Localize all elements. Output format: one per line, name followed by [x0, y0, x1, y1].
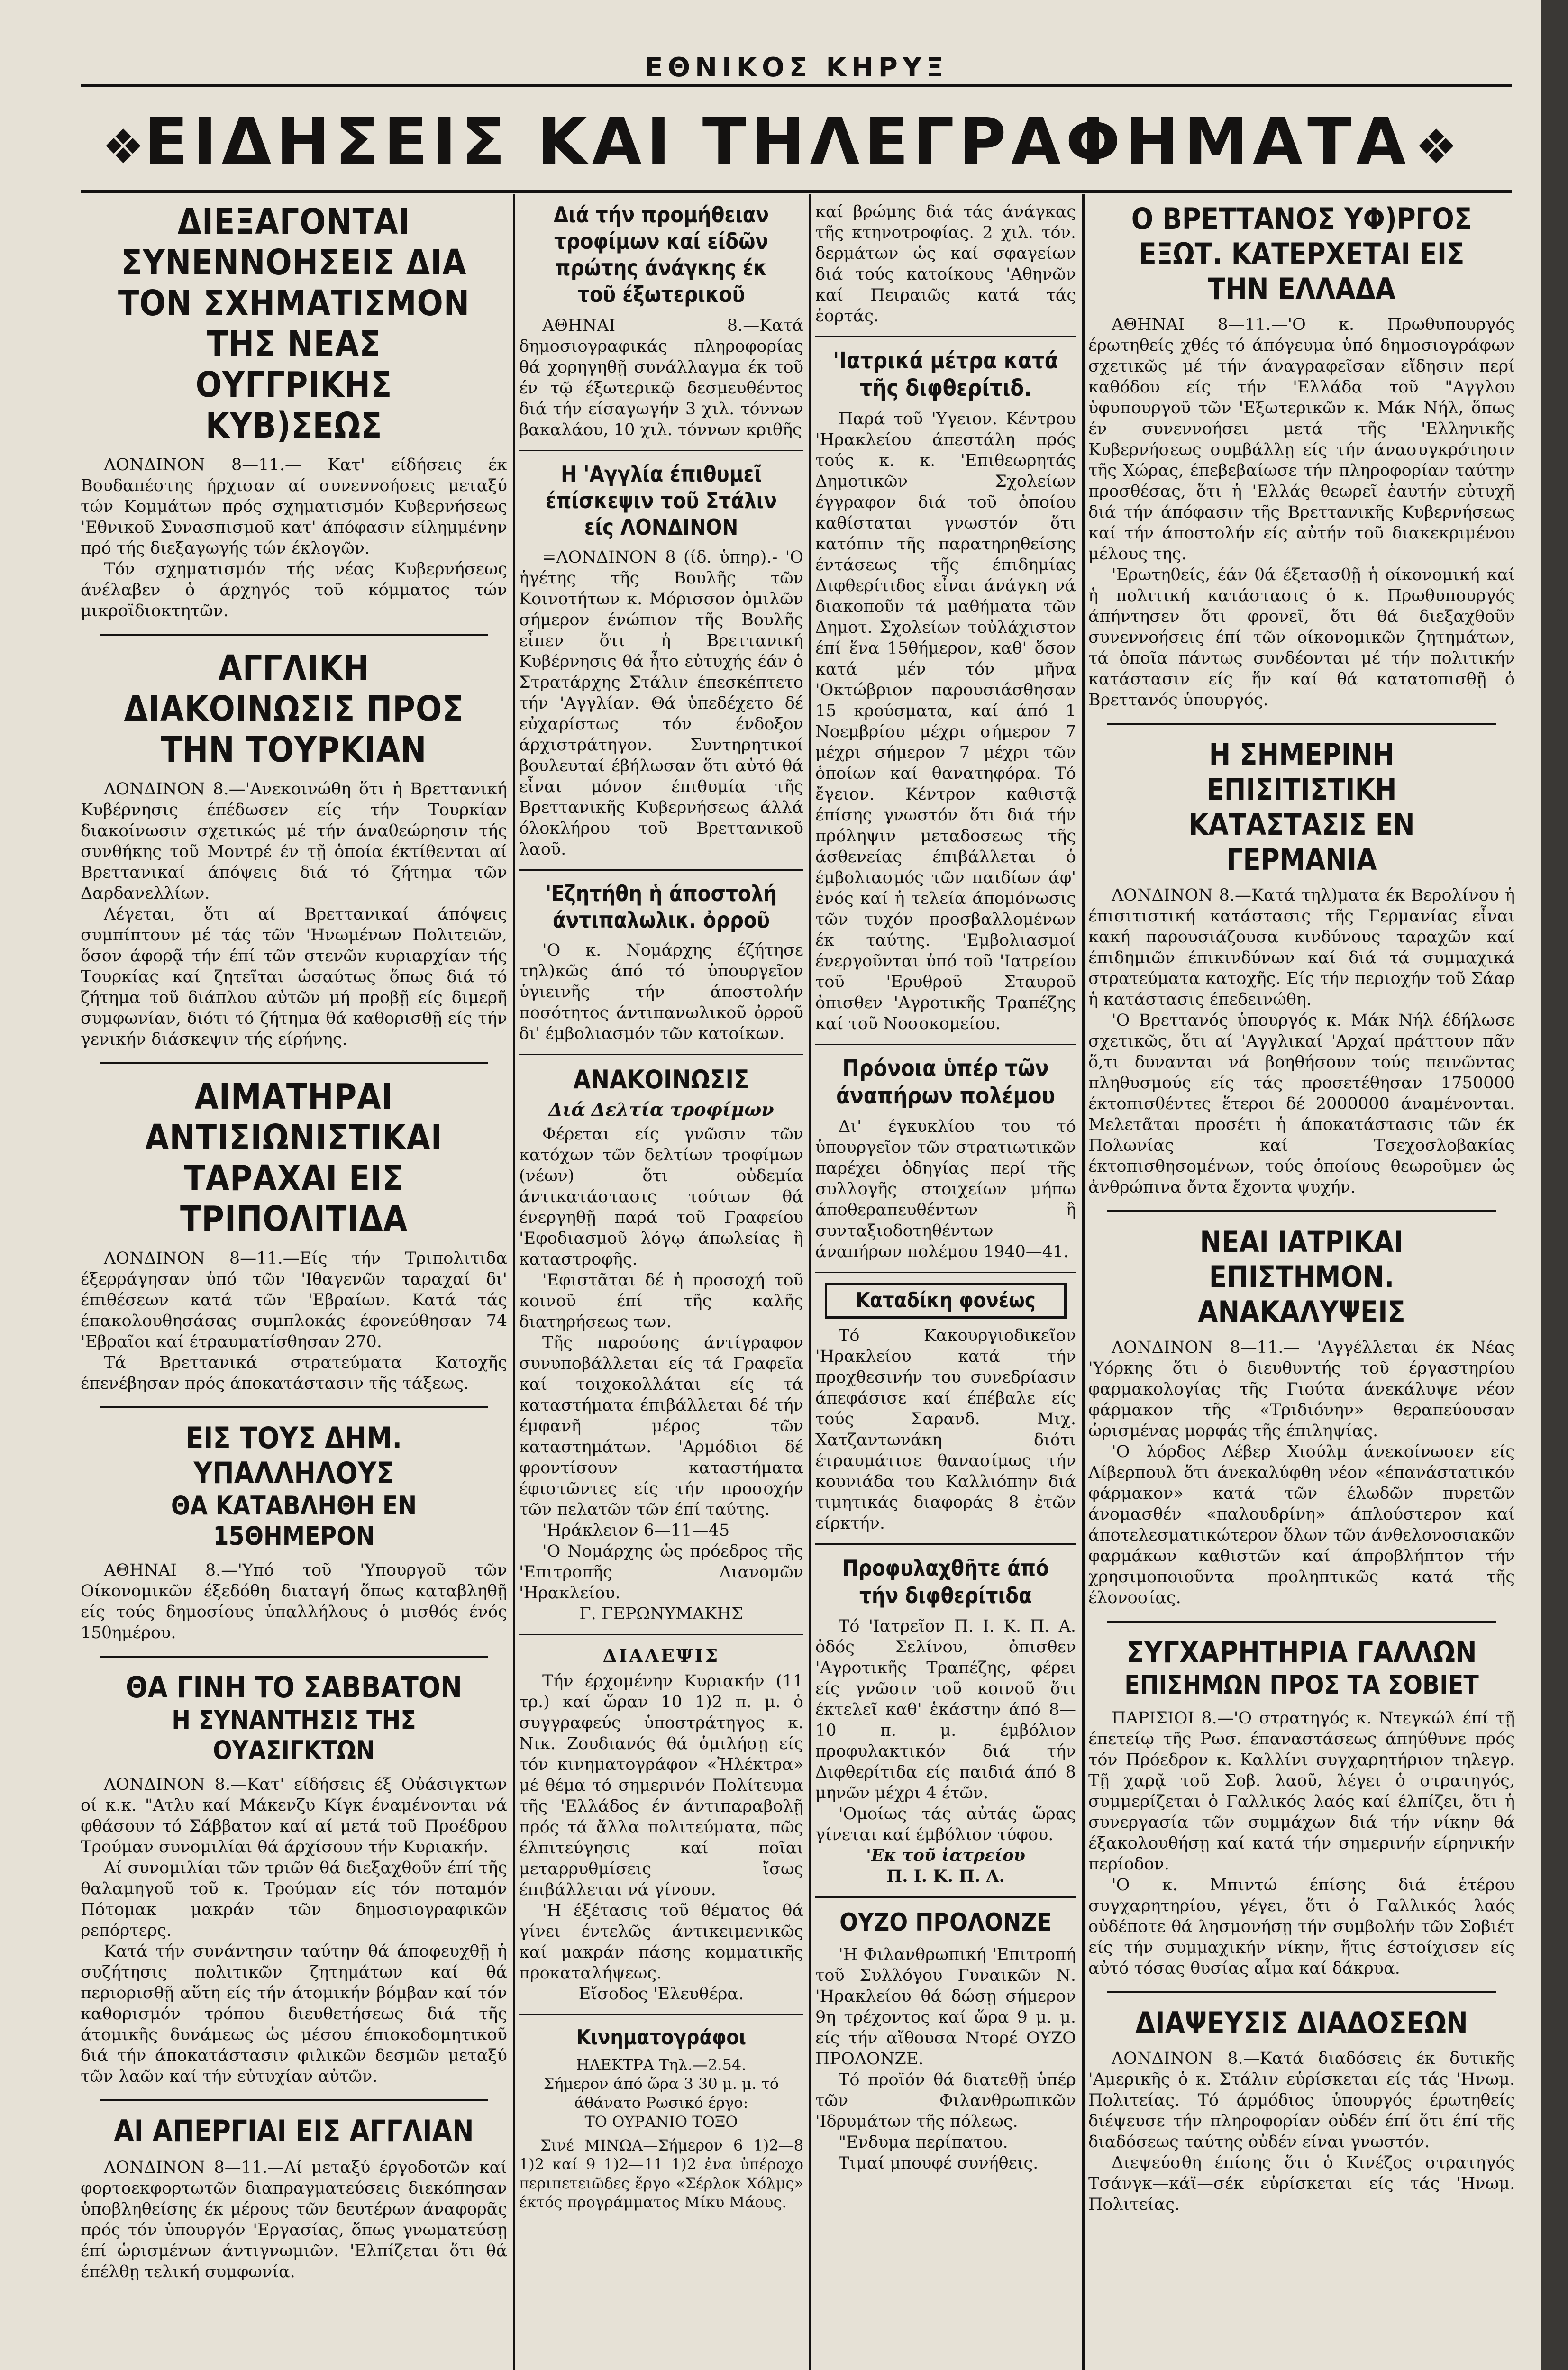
article-text: Λέγεται, ὅτι αί Βρεττανικαί άπόψεις συμπίπτουν μέ τάς τῶν 'Ηνωμένων Πολιτειῶν, ὅσον άφορᾷ τήν έπί τῶν στενῶν κυριαρχίαν τής Τουρκίας καί ζητεῖται ὡσαύτως ὅπως διά τό ζήτημα τοῦ διάπλου αὐτῶν μή προβῇ είς διμερῆ συμφωνίαν, διότι τό ζήτημα θά καθορισθῇ είς τήν γενικήν διάσκεψιν τής είρήνης.	[81, 905, 507, 1049]
article-text: ΛΟΝΔΙΝΟΝ 8—11.—Αί μεταξύ έργοδοτῶν καί φορτοεκφορτωτῶν διαπραγματεύσεις διεκόπησαν ὑποβληθείσης έκ μέρους τῶν δευτέρων άναφορᾶς πρός τόν ὑπουργόν 'Εργασίας, ὅπως γνωματεύσῃ έπί ὡρισμένων άντιγνωμιῶν. 'Ελπίζεται ὅτι θά έπέλθῃ τελική συμφωνία.	[81, 2158, 507, 2281]
article-text: 'Εφιστᾶται δέ ἡ προσοχή τοῦ κοινοῦ έπί τῆς καλῆς διατηρήσεως των.	[519, 1271, 803, 1331]
article-separator	[100, 634, 488, 636]
column-1	[81, 192, 507, 2370]
headline-tripolitania: ΑΙΜΑΤΗΡΑΙ ΑΝΤΙΣΙΩΝΙΣΤΙΚΑΙ ΤΑΡΑΧΑΙ ΕΙΣ ΤΡΙΠΟΛΙΤΙΔΑ	[145, 1076, 443, 1240]
article-separator	[815, 1543, 1076, 1545]
article-text: καί βρώμης διά τάς άνάγκας τῆς κτηνοτροφίας. 2 χιλ. τόν. δερμάτων ὡς καί σφαγείων διά τούς κατοίκους 'Αθηνῶν καί Πειραιῶς κατά τάς ἑορτάς.	[815, 202, 1076, 326]
article-text: Κατά τήν συνάντησιν ταύτην θά άποφευχθῇ ἡ συζήτησις πολιτικῶν ζητημάτων καί θά περιορισθῇ αὕτη είς τήν άτομικήν βόμβαν καί τόν καθορισμόν τρόπου διευθετήσεως διά τῆς άτομικῆς δυνάμεως ὡς μέσου έπιοκοδομητικοῦ διά τήν άποκατάστασιν φιλικῶν δεσμῶν μεταξύ τῶν λαῶν καί τήν εὐτυχίαν αὐτῶν.	[81, 1942, 507, 2086]
subheadline-washington: Η ΣΥΝΑΝΤΗΣΙΣ ΤΗΣ ΟΥΑΣΙΓΚΤΩΝ	[172, 1705, 416, 1765]
article-separator	[519, 1054, 803, 1055]
headline-medical-discoveries: ΝΕΑΙ ΙΑΤΡΙΚΑΙ ΕΠΙΣΤΗΜΟΝ. ΑΝΑΚΑΛΥΨΕΙΣ	[1198, 1224, 1405, 1329]
article-text: Εἴσοδος 'Ελευθέρα.	[578, 1985, 744, 2004]
article-separator	[815, 336, 1076, 337]
article-text: ΑΘΗΝΑΙ 8—11.—'Ο κ. Πρωθυπουργός έρωτηθείς χθές τό άπόγευμα ὑπό δημοσιογράφων σχετικῶς μέ τήν άναγραφεῖσαν εἴδησιν περί καθόδου είς τήν 'Ελλάδα τοῦ "Αγγλου ὑφυπουργοῦ τῶν 'Εξωτερικῶν κ. Μάκ Νήλ, ὅπως έν συνεννοήσει μετά τῆς 'Ελληνικῆς Κυβερνήσεως συμβάλλῃ είς τήν άνασυγκρότησιν τῆς Χώρας, έπεβεβαίωσε τήν πληροφορίαν ταύτην προσθέσας, ὅτι ἡ 'Ελλάς θεωρεῖ ἑαυτήν εὐτυχῆ διά τήν άπόφασιν τῆς Βρεττανικῆς Κυβερνήσεως καί τήν άποστολήν είς αὐτήν τοῦ διακεκριμένου μέλους της.	[1088, 315, 1515, 564]
headline-serum: 'Εζητήθη ἡ άποστολή άντιπαλωλικ. ὀρροῦ	[545, 881, 777, 933]
article-separator	[100, 1406, 488, 1408]
article-text: ΛΟΝΔΙΝΟΝ 8—11.— 'Αγγέλλεται έκ Νέας 'Υόρκης ὅτι ὁ διευθυντής τοῦ έργαστηρίου φαρμακολογίας τῆς Γιούτα άνεκάλυψε νέον φάρμακον τῆς «Τριδιόνην» θεραπεύουσαν ὡρισμένας μορφάς τῆς έπιληψίας.	[1088, 1338, 1515, 1440]
article-text: 'Ερωτηθείς, έάν θά έξετασθῇ ἡ οίκονομική καί ἡ πολιτική κατάστασις ὁ κ. Πρωθυπουργός άπήντησεν ὅτι φρονεῖ, ὅτι θά διεξαχθοῦν συνεννοήσεις έπί τῶν οίκονομικῶν ζητημάτων, τά ὁποῖα πάντως συνδέονται μέ τήν πολιτικήν κατάστασιν είς ἥν καί θά κατατοπισθῇ ὁ Βρεττανός ὑπουργός.	[1088, 565, 1515, 710]
article-text: 'Η έξέτασις τοῦ θέματος θά γίνει έντελῶς άντικειμενικῶς καί μακράν πάσης κομματικῆς προκαταλήψεως.	[519, 1901, 803, 1983]
article-text: ΑΘΗΝΑΙ 8.—Κατά δημοσιογραφικάς πληροφορίας θά χορηγηθῇ συνάλλαγμα έκ τοῦ έν τῷ έξωτερικῷ δεσμευθέντος διά τήν είσαγωγήν 3 χιλ. τόννων βακαλάου, 10 χιλ. τόννων κριθῆς	[519, 316, 803, 439]
article-text: Διεψεύσθη έπίσης ὅτι ὁ Κινέζος στρατηγός Τσάνγκ—κάϊ—σέκ εὑρίσκεται είς τάς 'Ηνωμ. Πολιτείας.	[1088, 2153, 1515, 2214]
article-separator	[1107, 1210, 1496, 1212]
article-text: Φέρεται είς γνῶσιν τῶν κατόχων τῶν δελτίων τροφίμων (νέων) ὅτι οὐδεμία άντικατάστασις τούτων θά ένεργηθῇ παρά τοῦ Γραφείου 'Εφοδιασμοῦ λόγῳ άπωλείας ἢ καταστροφῆς.	[519, 1125, 803, 1269]
column-3	[815, 192, 1076, 2370]
article-separator	[1107, 1991, 1496, 1993]
article-separator	[519, 2014, 803, 2015]
article-text: 'Ηράκλειον 6—11—45	[542, 1521, 730, 1540]
article-text: Τιμαί μπουφέ συνήθεις.	[839, 2154, 1039, 2173]
headline-ouzo: ΟΥΖΟ ΠΡΟΛΟΝΖΕ	[839, 1908, 1052, 1937]
article-text: 'Η Φιλανθρωπική 'Επιτροπή τοῦ Συλλόγου Γυναικῶν Ν. 'Ηρακλείου θά δώσῃ σήμερον 9η τρέχοντος καί ὥρα 9 μ. μ. είς τήν αἴθουσα Ντορέ ΟΥΖΟ ΠΡΟΛΟΝΖΕ.	[815, 1945, 1076, 2069]
article-text: Αί συνομιλίαι τῶν τριῶν θά διεξαχθοῦν έπί τῆς θαλαμηγοῦ τοῦ κ. Τρούμαν είς τόν ποταμόν Πότομακ μακράν τῶν δημοσιογραφικῶν ρεπόρτερς.	[81, 1859, 507, 1940]
article-text: Δι' έγκυκλίου του τό ὑπουργεῖον τῶν στρατιωτικῶν παρέχει ὁδηγίας περί τῆς συλλογῆς στοιχείων μήπω άποθεραπευθέντων ἢ συνταξιοδοτηθέντων άναπήρων πολέμου 1940—41.	[815, 1117, 1076, 1261]
headline-diphtheria-measures: 'Ιατρικά μέτρα κατά τῆς διφθερίτιδ.	[833, 347, 1058, 401]
article-text: Τήν έρχομένην Κυριακήν (11 τρ.) καί ὥραν 10 1)2 π. μ. ὁ συγγραφεύς ὑποστράτηγος κ. Νικ. Ζουδιανός θά ὁμιλήσῃ είς τόν κινηματογράφον «Ἠλέκτρα» μέ θέμα τό σημερινόν Πολίτευμα τῆς 'Ελλάδος έν άντιπαραβολῇ πρός τά ἄλλα πολιτεύματα, πῶς έλπιτεύγησις καί ποῖαι μεταρρυθμίσεις ἴσως έπιβάλλεται νά γίνουν.	[519, 1672, 803, 1899]
article-text: ΑΘΗΝΑΙ 8.—'Υπό τοῦ 'Υπουργοῦ τῶν Οίκονομικῶν έξεδόθη διαταγή ὅπως καταβληθῇ είς τούς δημοσίους ὑπαλλήλους ὁ μισθός ένός 15θημέρου.	[81, 1561, 507, 1642]
section-banner: ΕΙΔΗΣΕΙΣ ΚΑΙ ΤΗΛΕΓΡΑΦΗΜΑΤΑ	[144, 105, 1411, 180]
column-2	[519, 192, 803, 2370]
article-separator	[815, 1896, 1076, 1898]
headline-stalin-visit: Η 'Αγγλία έπιθυμεῖ έπίσκεψιν τοῦ Στάλιν είς ΛΟΝΔΙΝΟΝ	[545, 461, 777, 540]
article-text: 'Ο λόρδος Λέβερ Χιούλμ άνεκοίνωσεν είς Λίβερπουλ ὅτι άνεκαλύφθη νέον «έπανάστατικόν φάρμακον» κατά τῶν έλωδῶν πυρετῶν άνομασθέν «παλουδρίνη» άπλούστερον καί άποτελεσματικώτερον ὅλων τῶν άνθελονοσιακῶν φαρμάκων καθιστῶν καί άπροβλήπτον τήν χρησιμοποιοῦντα προληπτικῶς κατά τῆς έλονοσίας.	[1088, 1442, 1515, 1607]
article-separator	[100, 1062, 488, 1064]
headline-diphtheria-prevent: Προφυλαχθῆτε άπό τήν διφθερίτιδα	[842, 1555, 1049, 1608]
masthead-rule	[81, 84, 1512, 87]
article-text: 'Ο Νομάρχης ὡς πρόεδρος τῆς 'Επιτροπῆς Διανομῶν 'Ηρακλείου.	[519, 1542, 803, 1603]
headline-hungary: ΔΙΕΞΑΓΟΝΤΑΙ ΣΥΝΕΝΝΟΗΣΕΙΣ ΔΙΑ ΤΟΝ ΣΧΗΜΑΤΙΣΜΟΝ ΤΗΣ ΝΕΑΣ ΟΥΓΓΡΙΚΗΣ ΚΥΒ)ΣΕΩΣ	[118, 201, 470, 446]
headline-french-congratulations: ΣΥΓΧΑΡΗΤΗΡΙΑ ΓΑΛΛΩΝ	[1126, 1635, 1477, 1669]
headline-germany-food: Η ΣΗΜΕΡΙΝΗ ΕΠΙΣΙΤΙΣΤΙΚΗ ΚΑΤΑΣΤΑΣΙΣ ΕΝ ΓΕΡΜΑΝΙΑ	[1188, 737, 1415, 877]
article-text: ΛΟΝΔΙΝΟΝ 8.—'Ανεκοινώθη ὅτι ἡ Βρεττανική Κυβέρνησις έπέδωσεν είς τήν Τουρκίαν διακοίνωσιν σχετικώς μέ τήν άναθεώρησιν τής συνθήκης τοῦ Μοντρέ έν τῇ ὁποία έκτίθενται αί Βρεττανικαί άπόψεις διά τό ζήτημα τῶν Δαρδανελλίων.	[81, 780, 507, 903]
article-text: ΛΟΝΔΙΝΟΝ 8.—Κατ' είδήσεις έξ Οὐάσιγκτων οί κ.κ. "Ατλυ καί Μάκενζυ Κίγκ έναμένονται νά φθάσουν τό Σάββατον καί αί μετά τοῦ Προέδρου Τρούμαν συνομιλίαι θά άρχίσουν τήν Κυριακήν.	[81, 1775, 507, 1857]
article-text: Σήμερον άπό ὥρα 3 30 μ. μ. τό άθάνατο Ρωσικό έργο:	[543, 2075, 779, 2112]
headline-murderer: Καταδίκη φονέως	[856, 1288, 1036, 1313]
headline-turkey: ΑΓΓΛΙΚΗ ΔΙΑΚΟΙΝΩΣΙΣ ΠΡΟΣ ΤΗΝ ΤΟΥΡΚΙΑΝ	[124, 648, 464, 770]
subheadline-civil-servants: ΘΑ ΚΑΤΑΒΛΗΘΗ ΕΝ 15ΘΗΜΕΡΟΝ	[171, 1491, 417, 1551]
article-separator	[100, 2099, 488, 2101]
headline-strikes: ΑΙ ΑΠΕΡΓΙΑΙ ΕΙΣ ΑΓΓΛΙΑΝ	[114, 2114, 474, 2148]
article-text: 'Ο κ. Μπιντώ έπίσης διά ἑτέρου συγχαρητηρίου, γέγει, ὅτι ὁ Γαλλικός λαός οὐδέποτε θά λησμονήσῃ τήν συμβολήν τῶν Σοβιέτ είς τήν συμμαχικήν νίκην, ἥτις έστοίχισεν είς αὐτό τόσας θυσίας αἷμα καί δάκρυα.	[1088, 1876, 1515, 1978]
column-divider	[1082, 194, 1085, 2370]
article-text: Τό Κακουργιοδικεῖον 'Ηρακλείου κατά τήν προχθεσινήν του συνεδρίασιν άπεφάσισε καί έπέβαλε είς τούς Σαρανδ. Μιχ. Χατζαντωνάκη διότι έτραυμάτισε θανασίμως τήν κουνιάδα του Καλλιόπην διά τιμητικάς διαφοράς 8 ἐτῶν είρκτήν.	[815, 1326, 1076, 1533]
article-text: ΛΟΝΔΙΝΟΝ 8.—Κατά διαδόσεις έκ δυτικῆς 'Αμερικῆς ὁ κ. Στάλιν εὑρίσκεται είς τάς 'Ηνωμ. Πολιτείας. Τό άρμόδιος ὑπουργός έρωτηθείς διέψευσε τήν πληροφορίαν οὐδέν έπί ὅτι έπί τῆς διαδόσεως ταύτης οὐδέν είναι γνωστόν.	[1088, 2049, 1515, 2151]
headline-british-deputy-minister: Ο ΒΡΕΤΤΑΝΟΣ ΥΦ)ΡΓΟΣ ΕΞΩΤ. ΚΑΤΕΡΧΕΤΑΙ ΕΙΣ ΤΗΝ ΕΛΛΑΔΑ	[1131, 201, 1472, 306]
article-separator	[519, 869, 803, 871]
article-separator	[815, 1272, 1076, 1273]
article-text: Τό 'Ιατρεῖον Π. Ι. Κ. Π. Α. ὁδός Σελίνου, ὀπισθεν 'Αγροτικῆς Τραπέζης, φέρει είς γνῶσιν τοῦ κοινοῦ ὅτι έκτελεῖ καθ' ἑκάστην άπό 8—10 π. μ. έμβόλιον προφυλακτικόν διά τήν Διφθερίτιδα είς παιδιά άπό 8 μηνῶν μέχρι 4 έτῶν.	[815, 1617, 1076, 1803]
article-text: Παρά τοῦ 'Υγειον. Κέντρου 'Ηρακλείου άπεστάλη πρός τούς κ. κ. 'Επιθεωρητάς Δημοτικῶν Σχολείων έγγραφον διά τοῦ ὁποίου καθίσταται γνωστόν ὅτι κατόπιν τῆς παρατηρηθείσης έντάσεως τῆς έπιδημίας Διφθερίτιδος εἶναι άνάγκη νά διακοποῦν τά μαθήματα τῶν Δημοτ. Σχολείων τοὐλάχιστον έπί ἕνα 15θήμερον, καθ' ὅσον κατά μέν τόν μῆνα 'Οκτώβριον παρουσιάσθησαν 15 κρούσματα, καί άπό 1 Νοεμβρίου μέχρι σήμερον 7 μέχρι σήμερον 7 μέχρι τῶν ὁποίων καί θανατηφόρα. Τό ἔγειον. Κέντρον καθιστᾷ έπίσης γνωστόν ὅτι διά τήν πρόληψιν μεταδοσεως τῆς άσθενείας έπιβάλλεται ὁ έμβολιασμός τῶν παιδίων άφ' ἑνός καί ἡ τελεία άπομόνωσις τῶν τυχόν προσβαλλομένων έκ ταύτης. 'Εμβολιασμοί ένεργοῦνται ὑπό τοῦ 'Ιατρείου τοῦ 'Ερυθροῦ Σταυροῦ ὀπισθεν 'Αγροτικῆς Τραπέζης καί τοῦ Νοσοκομείου.	[815, 410, 1076, 1033]
headline-cinemas: Κινηματογράφοι	[576, 2025, 747, 2050]
ornament-right-icon: ❖	[1415, 119, 1458, 174]
article-text: "Ενδυμα περίπατου.	[839, 2133, 1008, 2152]
headline-food-supply: Διά τήν προμήθειαν τροφίμων καί είδῶν πρώτης άνάγκης έκ τοῦ έξωτερικοῦ	[553, 202, 769, 307]
article-separator	[815, 1044, 1076, 1045]
article-text: 'Ο κ. Νομάρχης έζήτησε τηλ)κῶς άπό τό ὑπουργεῖον ὑγιεινῆς τήν άποστολήν ποσότητος άντιπανωλικοῦ ὀρροῦ δι' έμβολιασμόν τῶν κατοίκων.	[519, 941, 803, 1043]
article-text: Τῆς παρούσης άντίγραφον συνυποβάλλεται είς τά Γραφεῖα καί τοιχοκολλάται είς τά καταστήματα έπιβάλλεται δέ τήν έμφανῆ μέρος τῶν καταστημάτων. 'Αρμόδιοι δέ φροντίσουν καταστήματα έφιστῶντες είς τήν προσοχήν τῶν πελατῶν τῶν έπί ταύτης.	[519, 1333, 803, 1519]
subheadline-ration-cards: Διά Δελτία τροφίμων	[548, 1099, 774, 1120]
article-separator	[519, 450, 803, 451]
headline-washington: ΘΑ ΓΙΝΗ ΤΟ ΣΑΒΒΑΤΟΝ	[126, 1670, 462, 1705]
headline-civil-servants: ΕΙΣ ΤΟΥΣ ΔΗΜ. ΥΠΑΛΛΗΛΟΥΣ	[185, 1421, 402, 1490]
subheadline-french-congratulations: ΕΠΙΣΗΜΩΝ ΠΡΟΣ ΤΑ ΣΟΒΙΕΤ	[1124, 1670, 1479, 1700]
article-separator	[1107, 723, 1496, 725]
article-text: =ΛΟΝΔΙΝΟΝ 8 (ίδ. ὑπηρ).- 'Ο ἡγέτης τῆς Βουλῆς τῶν Κοινοτήτων κ. Μόρισσον ὁμιλῶν σήμερον ένώπιον τῆς Βουλῆς εἶπεν ὅτι ἡ Βρεττανική Κυβέρνησις θά ἦτο εὐτυχής έάν ὁ Στρατάρχης Στάλιν έπεσκέπτετο τήν 'Αγγλίαν. Θά ὑπεδέχετο δέ εὐχαρίστως τόν ένδοξον άρχιστράτηγον. Συντηρητικοί βουλευταί έβήλωσαν ὅτι αὐτό θά εἶναι μόνον έπιθυμία τῆς Βρεττανικῆς Κυβερνήσεως άλλά όλοκλήρου τοῦ Βρεττανικοῦ λαοῦ.	[519, 548, 803, 859]
article-text: ΛΟΝΔΙΝΟΝ 8—11.—Είς τήν Τριπολιτιδα έξερράγησαν ὑπό τῶν 'Ιθαγενῶν ταραχαί δι' έπιθέσεων κατά τῶν 'Εβραίων. Κατά τάς έπακολουθησάσας συμπλοκάς έφονεύθησαν 74 'Εβραῖοι καί έτραυματίσθησαν 270.	[81, 1249, 507, 1351]
article-text: ΗΛΕΚΤΡΑ Τηλ.—2.54.	[576, 2056, 747, 2074]
headline-lecture: ΔΙΑΛΕΨΙΣ	[602, 1645, 720, 1666]
headline-denial: ΔΙΑΨΕΥΣΙΣ ΔΙΑΔΟΣΕΩΝ	[1135, 2005, 1468, 2040]
article-text: 'Εκ τοῦ ἰατρείου	[866, 1846, 1025, 1865]
article-text: Τό προϊόν θά διατεθῇ ὑπέρ τῶν Φιλανθρωπικῶν 'Ιδρυμάτων τῆς πόλεως.	[815, 2070, 1076, 2131]
article-text: 'Ομοίως τάς αὐτάς ὥρας γίνεται καί έμβόλιον τύφου.	[815, 1805, 1076, 1844]
article-text: ΠΑΡΙΣΙΟΙ 8.—'Ο στρατηγός κ. Ντεγκώλ έπί τῇ έπετείῳ τῆς Ρωσ. έπαναστάσεως άπηύθυνε πρός τόν Πρόεδρον κ. Καλλίνι συγχαρητήριον τηλεγρ. Τῇ χαρᾷ τοῦ Σοβ. λαοῦ, λέγει ὁ στρατηγός, συμμερίζεται ὁ Γαλλικός λαός καί έλπίζει, ὅτι ἡ συνεργασία τῶν συμμάχων διά τήν νίκην θά έξακολουθήσῃ καί κατά τήν σημερινήν είρηνικήν περίοδον.	[1088, 1709, 1515, 1874]
article-text: 'Ο Βρεττανός ὑπουργός κ. Μάκ Νήλ έδήλωσε σχετικῶς, ὅτι αί 'Αγγλικαί 'Αρχαί πράττουν πᾶν ὅ,τι δυνανται νά βοηθήσουν τούς πεινῶντας πληθυσμούς είς τάς προσετέθησαν 1750000 έκτοπισθέντες ἕτεροι δέ 2000000 άναμένονται. Μελετᾶται προσέτι ἡ άποκατάστασις τῶν έκ Πολωνίας καί Τσεχοσλοβακίας έκτοπισθησομένων, τούς ὁποίους θεωροῦμεν ὡς ἀνθρώπινα ὄντα ἔχοντα ψυχήν.	[1088, 1011, 1515, 1197]
headline-announcement: ΑΝΑΚΟΙΝΩΣΙΣ	[573, 1065, 749, 1094]
article-text: Τά Βρεττανικά στρατεύματα Κατοχῆς έπενέβησαν πρός άποκατάστασιν τῆς τάξεως.	[81, 1353, 507, 1393]
headline-box	[825, 1283, 1067, 1319]
ornament-left-icon: ❖	[102, 119, 145, 174]
article-text: Π. Ι. Κ. Π. Α.	[886, 1867, 1005, 1886]
article-text: Σινέ ΜΙΝΩΑ—Σήμερον 6 1)2—8 1)2 καί 9 1)2—11 1)2 ἐνα ὑπέροχο περιπετειῶδες ἔργο «Σέρλοκ Χόλμς» έκτός προγράμματος Μίκυ Μάους.	[519, 2136, 803, 2211]
signature: Γ. ΓΕΡΩΝΥΜΑΚΗΣ	[579, 1604, 743, 1623]
article-text: ΤΟ ΟΥΡΑΝΙΟ ΤΟΞΟ	[584, 2113, 738, 2131]
masthead: ΕΘΝΙΚΟΣ ΚΗΡΥΞ	[645, 52, 948, 83]
headline-war-disabled: Πρόνοια ὑπέρ τῶν άναπήρων πολέμου	[836, 1055, 1056, 1109]
article-text: ΛΟΝΔΙΝΟΝ 8—11.— Κατ' είδήσεις έκ Βουδαπέστης ήρχισαν αί συνεννοήσεις μεταξύ τών Κομμάτων πρός σχηματισμόν Κυβερνήσεως 'Εθνικοῦ Συνασπισμοῦ κατ' άπόφασιν είλημμένην πρό τής διεξαγωγής τών έκλογῶν.	[81, 456, 507, 558]
article-text: ΛΟΝΔΙΝΟΝ 8.—Κατά τηλ)ματα έκ Βερολίνου ἡ έπισιτιστική κατάστασις τῆς Γερμανίας εἶναι κακή παρουσιάζουσα κινδύνους ταραχῶν καί έπιδημιῶν έπικινδύνων καί διά τά συμμαχικά στρατεύματα κατοχῆς. Είς τήν περιοχήν τοῦ Σάαρ ἡ κατάστασις έπεδεινώθη.	[1088, 886, 1515, 1009]
article-separator	[1107, 1621, 1496, 1623]
column-divider	[809, 194, 811, 2370]
column-divider	[513, 194, 515, 2370]
column-4	[1088, 192, 1515, 2370]
article-text: Τόν σχηματισμόν τής νέας Κυβερνήσεως άνέλαβεν ὁ άρχηγός τοῦ κόμματος τών μικροϊδιοκτητῶν.	[81, 560, 507, 620]
article-separator	[100, 1656, 488, 1658]
article-separator	[519, 1634, 803, 1635]
